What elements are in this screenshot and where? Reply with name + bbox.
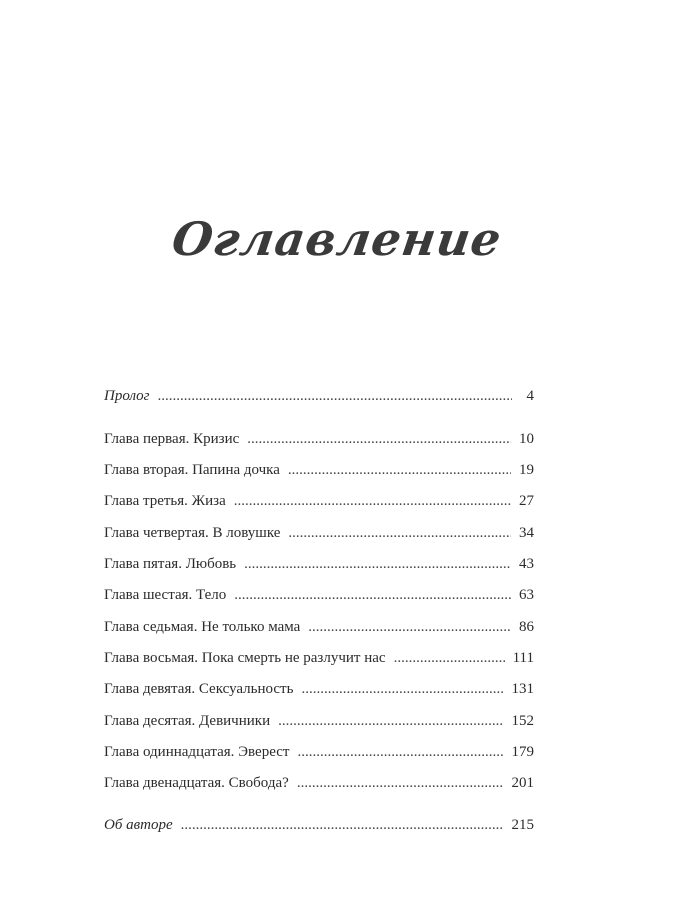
toc-entry-page: 179	[511, 744, 534, 760]
toc-entry-label: Глава первая. Кризис	[104, 431, 240, 447]
toc-entry-label: Глава седьмая. Не только мама	[104, 619, 301, 635]
toc-entry-page: 215	[511, 817, 534, 833]
toc-entry-label: Глава девятая. Сексуальность	[104, 681, 294, 697]
toc-entry-chapter-12[interactable]	[104, 773, 534, 793]
toc-entry-chapter-5[interactable]	[104, 554, 534, 574]
toc-entry-page: 152	[511, 713, 534, 729]
dot-leader	[244, 554, 511, 574]
toc-entry-chapter-3[interactable]	[104, 491, 534, 511]
dot-leader	[297, 742, 503, 762]
toc-entry-label: Об авторе	[104, 817, 173, 833]
toc-entry-about-author[interactable]	[104, 815, 534, 835]
toc-entry-page: 34	[519, 525, 534, 541]
dot-leader	[394, 648, 505, 668]
toc-entry-label: Глава пятая. Любовь	[104, 556, 237, 572]
toc-entry-label: Глава вторая. Папина дочка	[104, 462, 280, 478]
toc-entry-chapter-6[interactable]	[104, 585, 534, 605]
dot-leader	[288, 523, 511, 543]
toc-entry-chapter-9[interactable]	[104, 679, 534, 699]
toc-entry-page: 27	[519, 493, 534, 509]
dot-leader	[308, 617, 511, 637]
toc-entry-page: 4	[526, 388, 534, 404]
dot-leader	[158, 386, 512, 406]
dot-leader	[297, 773, 504, 793]
toc-entry-page: 86	[519, 619, 534, 635]
dot-leader	[288, 460, 511, 480]
page-title: Оглавление	[168, 212, 506, 266]
toc-entry-chapter-8[interactable]	[104, 648, 534, 668]
dot-leader	[278, 711, 503, 731]
toc-entry-prologue[interactable]	[104, 386, 534, 406]
toc-entry-page: 131	[511, 681, 534, 697]
dot-leader	[234, 491, 511, 511]
toc-entry-page: 10	[519, 431, 534, 447]
dot-leader	[247, 429, 511, 449]
toc-entry-page: 19	[519, 462, 534, 478]
toc-entry-chapter-7[interactable]	[104, 617, 534, 637]
toc-entry-label: Глава четвертая. В ловушке	[104, 525, 281, 541]
toc-entry-chapter-10[interactable]	[104, 711, 534, 731]
toc-entry-chapter-11[interactable]	[104, 742, 534, 762]
toc-entry-label: Глава третья. Жиза	[104, 493, 226, 509]
toc-entry-label: Глава шестая. Тело	[104, 587, 227, 603]
dot-leader	[301, 679, 503, 699]
toc-entry-label: Глава одиннадцатая. Эверест	[104, 744, 290, 760]
dot-leader	[234, 585, 511, 605]
toc-entry-page: 201	[511, 775, 534, 791]
toc-entry-page: 43	[519, 556, 534, 572]
toc-entry-label: Глава десятая. Девичники	[104, 713, 271, 729]
toc-entry-label: Глава восьмая. Пока смерть не разлучит нас	[104, 650, 386, 666]
toc-entry-chapter-2[interactable]	[104, 460, 534, 480]
dot-leader	[181, 815, 504, 835]
toc-entry-label: Пролог	[104, 388, 150, 404]
toc-entry-chapter-1[interactable]	[104, 429, 534, 449]
toc-entry-chapter-4[interactable]	[104, 523, 534, 543]
toc-entry-page: 63	[519, 587, 534, 603]
toc-entry-label: Глава двенадцатая. Свобода?	[104, 775, 289, 791]
toc-entry-page: 111	[512, 650, 534, 666]
